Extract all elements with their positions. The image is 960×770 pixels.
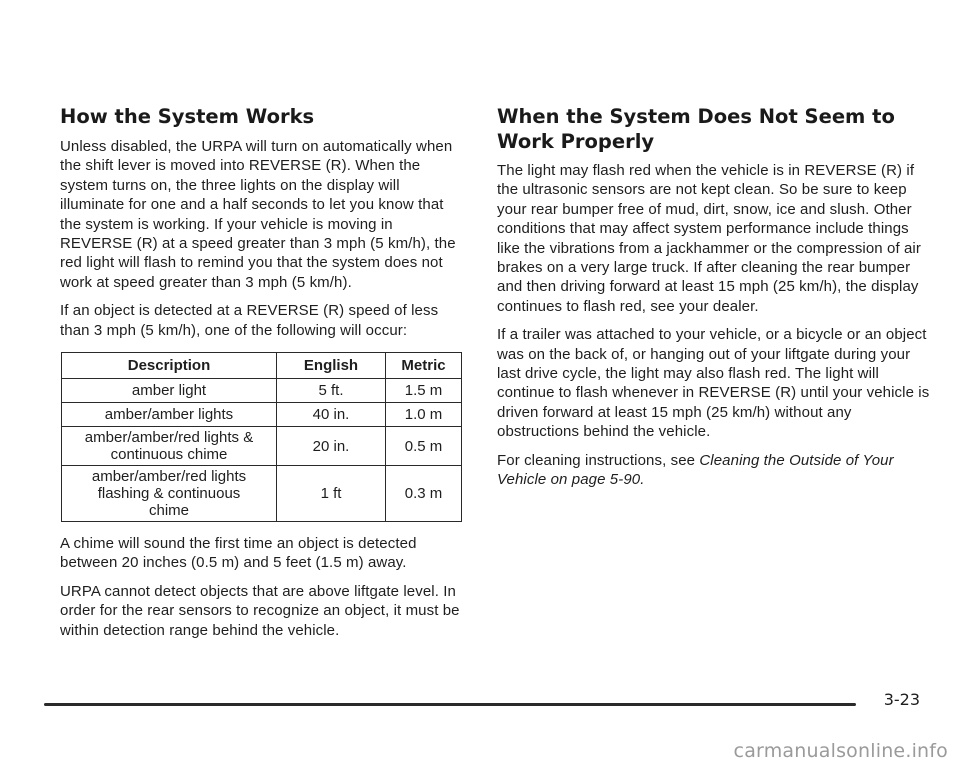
paragraph: The light may flash red when the vehicle is in REVERSE (R) if the ultrasonic sensors are not kept clean. So be sure to keep your rear bumper free of mud, dirt, snow, ice and slush. Other conditions that may affect system performance include things like the vibrations from a jackhammer or the compression of air brakes on a very large truck. If after cleaning the rear bumper and then driving forward at least 15 mph (25 km/h), the display continues to flash red, see your dealer. <box>497 162 921 315</box>
table-cell: 20 in. <box>277 427 386 466</box>
detection-distance-table <box>61 352 462 522</box>
section-heading-how-system-works: How the System Works <box>60 105 315 128</box>
table-row <box>62 427 462 466</box>
table-cell: amber/amber/red lights & continuous chime <box>62 427 277 466</box>
paragraph: Unless disabled, the URPA will turn on automatically when the shift lever is moved into REVERSE (R). When the system turns on, the three lights on the display will illuminate for one and a half seconds to let you know that the system is working. If your vehicle is moving in REVERSE (R) at a speed greater than 3 mph (5 km/h), the red light will flash to remind you that the system does not work at speed greater than 3 mph (5 km/h). <box>60 138 456 291</box>
table-row <box>62 403 462 427</box>
paragraph <box>497 451 933 490</box>
table-cell: 1.5 m <box>386 379 462 403</box>
table-cell: 0.5 m <box>386 427 462 466</box>
table-cell: 1.0 m <box>386 403 462 427</box>
section-heading-system-not-working: When the System Does Not Seem to Work Properly <box>497 105 895 153</box>
table-row <box>62 379 462 403</box>
paragraph: If an object is detected at a REVERSE (R) speed of less than 3 mph (5 km/h), one of the following will occur: <box>60 302 439 339</box>
column-header-description: Description <box>62 353 277 379</box>
paragraph: If a trailer was attached to your vehicle, or a bicycle or an object was on the back of, or hanging out of your liftgate during your last drive cycle, the light may also flash red. The light will continue to flash whenever in REVERSE (R) until your vehicle is driven forward at least 15 mph (25 km/h) without any obstructions behind the vehicle. <box>497 326 930 441</box>
paragraph-text: For cleaning instructions, see <box>497 451 700 469</box>
column-header-english: English <box>277 353 386 379</box>
table-cell: amber/amber lights <box>62 403 277 427</box>
table-cell: 1 ft <box>277 466 386 522</box>
table-cell: amber/amber/red lights flashing & continuous chime <box>62 466 277 522</box>
table-row <box>62 466 462 522</box>
paragraph: URPA cannot detect objects that are above liftgate level. In order for the rear sensors to recognize an object, it must be within detection range behind the vehicle. <box>60 582 460 639</box>
table-cell: 5 ft. <box>277 379 386 403</box>
left-column <box>60 104 468 649</box>
footer-rule <box>44 703 856 706</box>
page-number: 3-23 <box>883 690 920 709</box>
right-column <box>497 104 933 499</box>
table-cell: amber light <box>62 379 277 403</box>
table-cell: 0.3 m <box>386 466 462 522</box>
watermark: carmanualsonline.info <box>733 740 948 762</box>
table-cell: 40 in. <box>277 403 386 427</box>
cross-reference-link[interactable]: Cleaning the Outside of Your Vehicle on page 5-90. <box>497 451 894 489</box>
column-header-metric: Metric <box>386 353 462 379</box>
paragraph: A chime will sound the first time an object is detected between 20 inches (0.5 m) and 5 feet (1.5 m) away. <box>60 535 417 572</box>
table-header-row <box>62 353 462 379</box>
